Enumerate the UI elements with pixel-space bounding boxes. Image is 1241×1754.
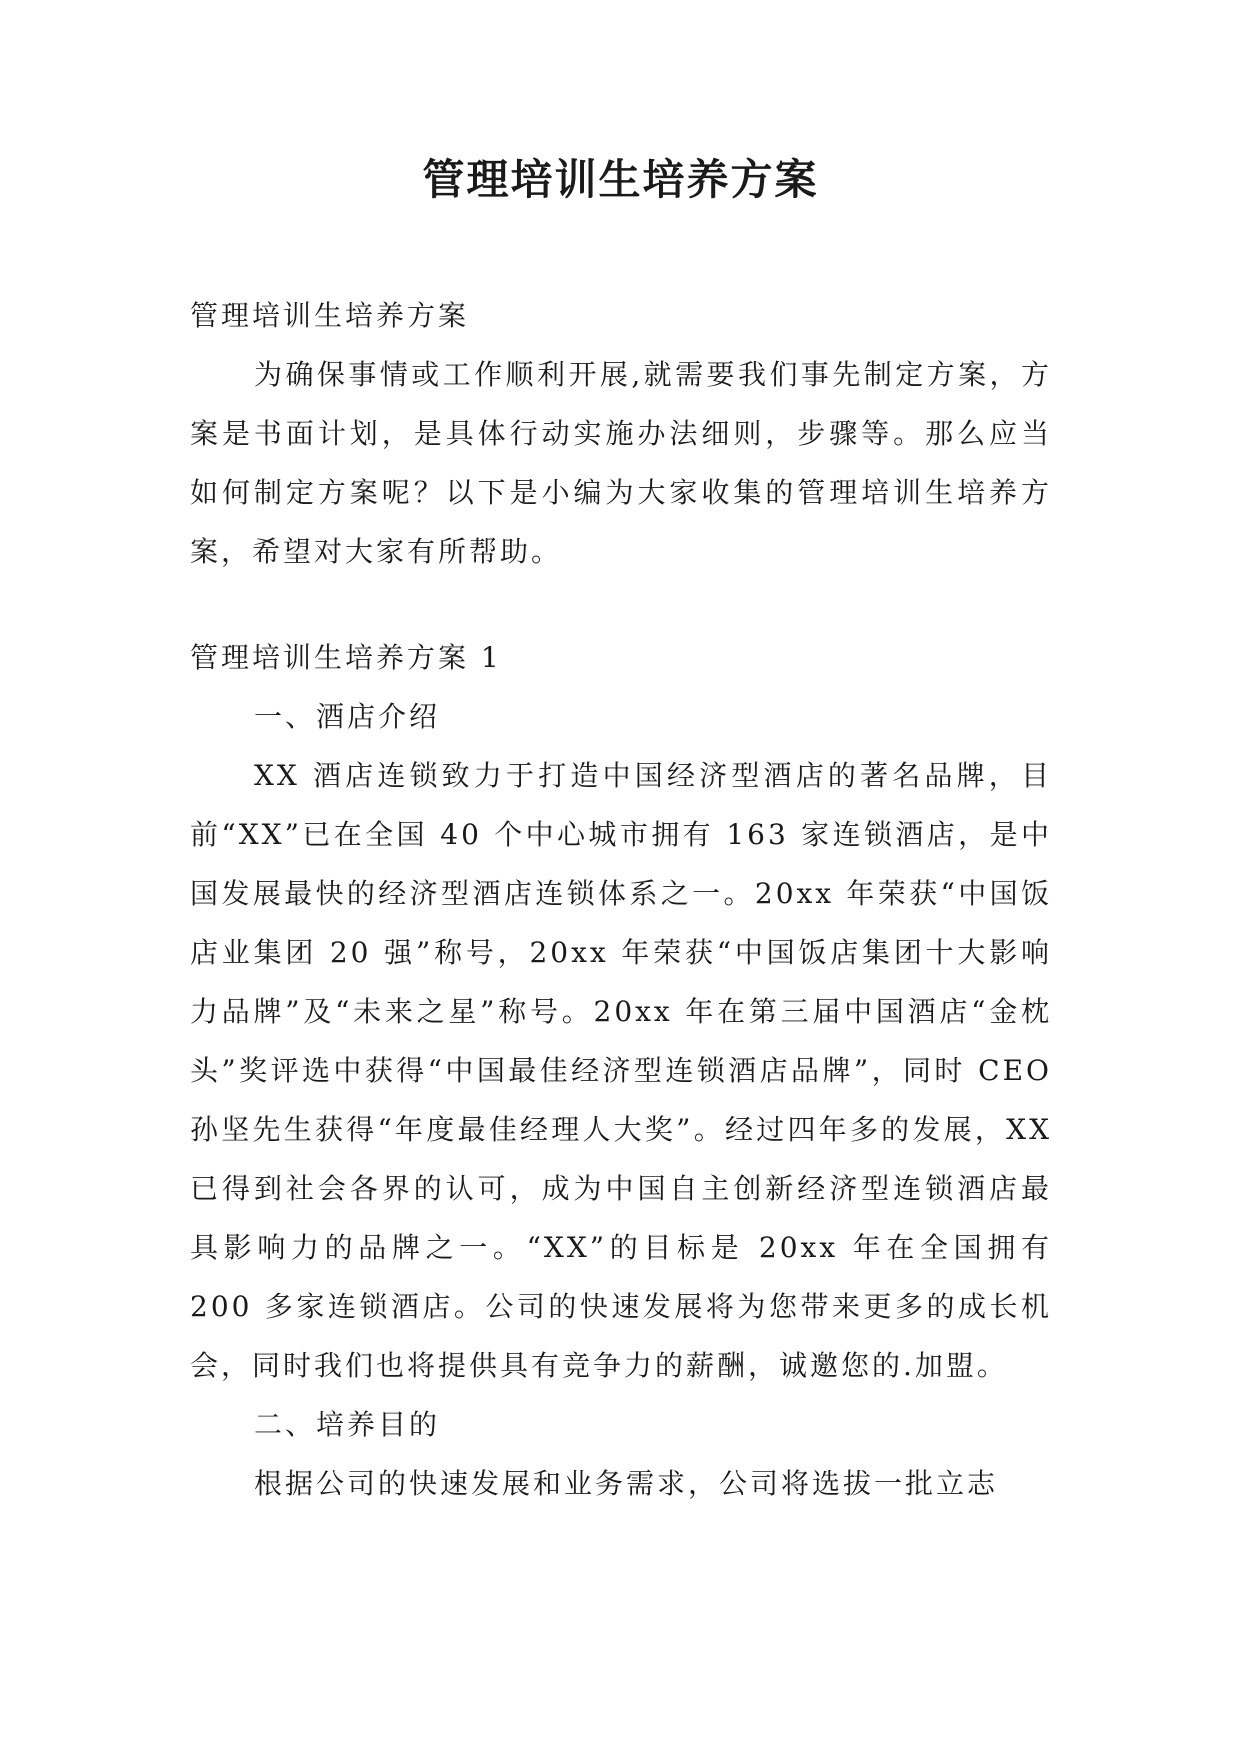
section-1-heading-hotel-intro: 一、酒店介绍 (254, 700, 441, 733)
intro-block (190, 286, 1052, 581)
section-1 (190, 628, 1052, 1513)
section-1-paragraph-purpose: 根据公司的快速发展和业务需求，公司将选拔一批立志 (254, 1467, 999, 1500)
document-title: 管理培训生培养方案 (422, 155, 819, 204)
section-1-paragraph-hotel-intro: XX 酒店连锁致力于打造中国经济型酒店的著名品牌，目前“XX”已在全国 40 个中心城市拥有 163 家连锁酒店，是中国发展最快的经济型酒店连锁体系之一。20xx 年荣获“中国饭店业集团 20 强”称号，20xx 年荣获“中国饭店集团十大影响力品牌”及“未来之星”称号。20xx 年在第三届中国酒店“金枕头”奖评选中获得“中国最佳经济型连锁酒店品牌”，同时 CEO 孙坚先生获得“年度最佳经理人大奖”。经过四年多的发展，XX 已得到社会各界的认可，成为中国自主创新经济型连锁酒店最具影响力的品牌之一。“XX”的目标是 20xx 年在全国拥有 200 多家连锁酒店。公司的快速发展将为您带来更多的成长机会，同时我们也将提供具有竞争力的薪酬，诚邀您的.加盟。 (190, 759, 1052, 1382)
intro-paragraph: 为确保事情或工作顺利开展,就需要我们事先制定方案，方案是书面计划，是具体行动实施办法细则，步骤等。那么应当如何制定方案呢？以下是小编为大家收集的管理培训生培养方案，希望对大家有所帮助。 (190, 358, 1052, 568)
section-1-heading-purpose: 二、培养目的 (254, 1408, 441, 1441)
section-1-title: 管理培训生培养方案 1 (190, 641, 502, 674)
document-subtitle: 管理培训生培养方案 (190, 299, 470, 332)
